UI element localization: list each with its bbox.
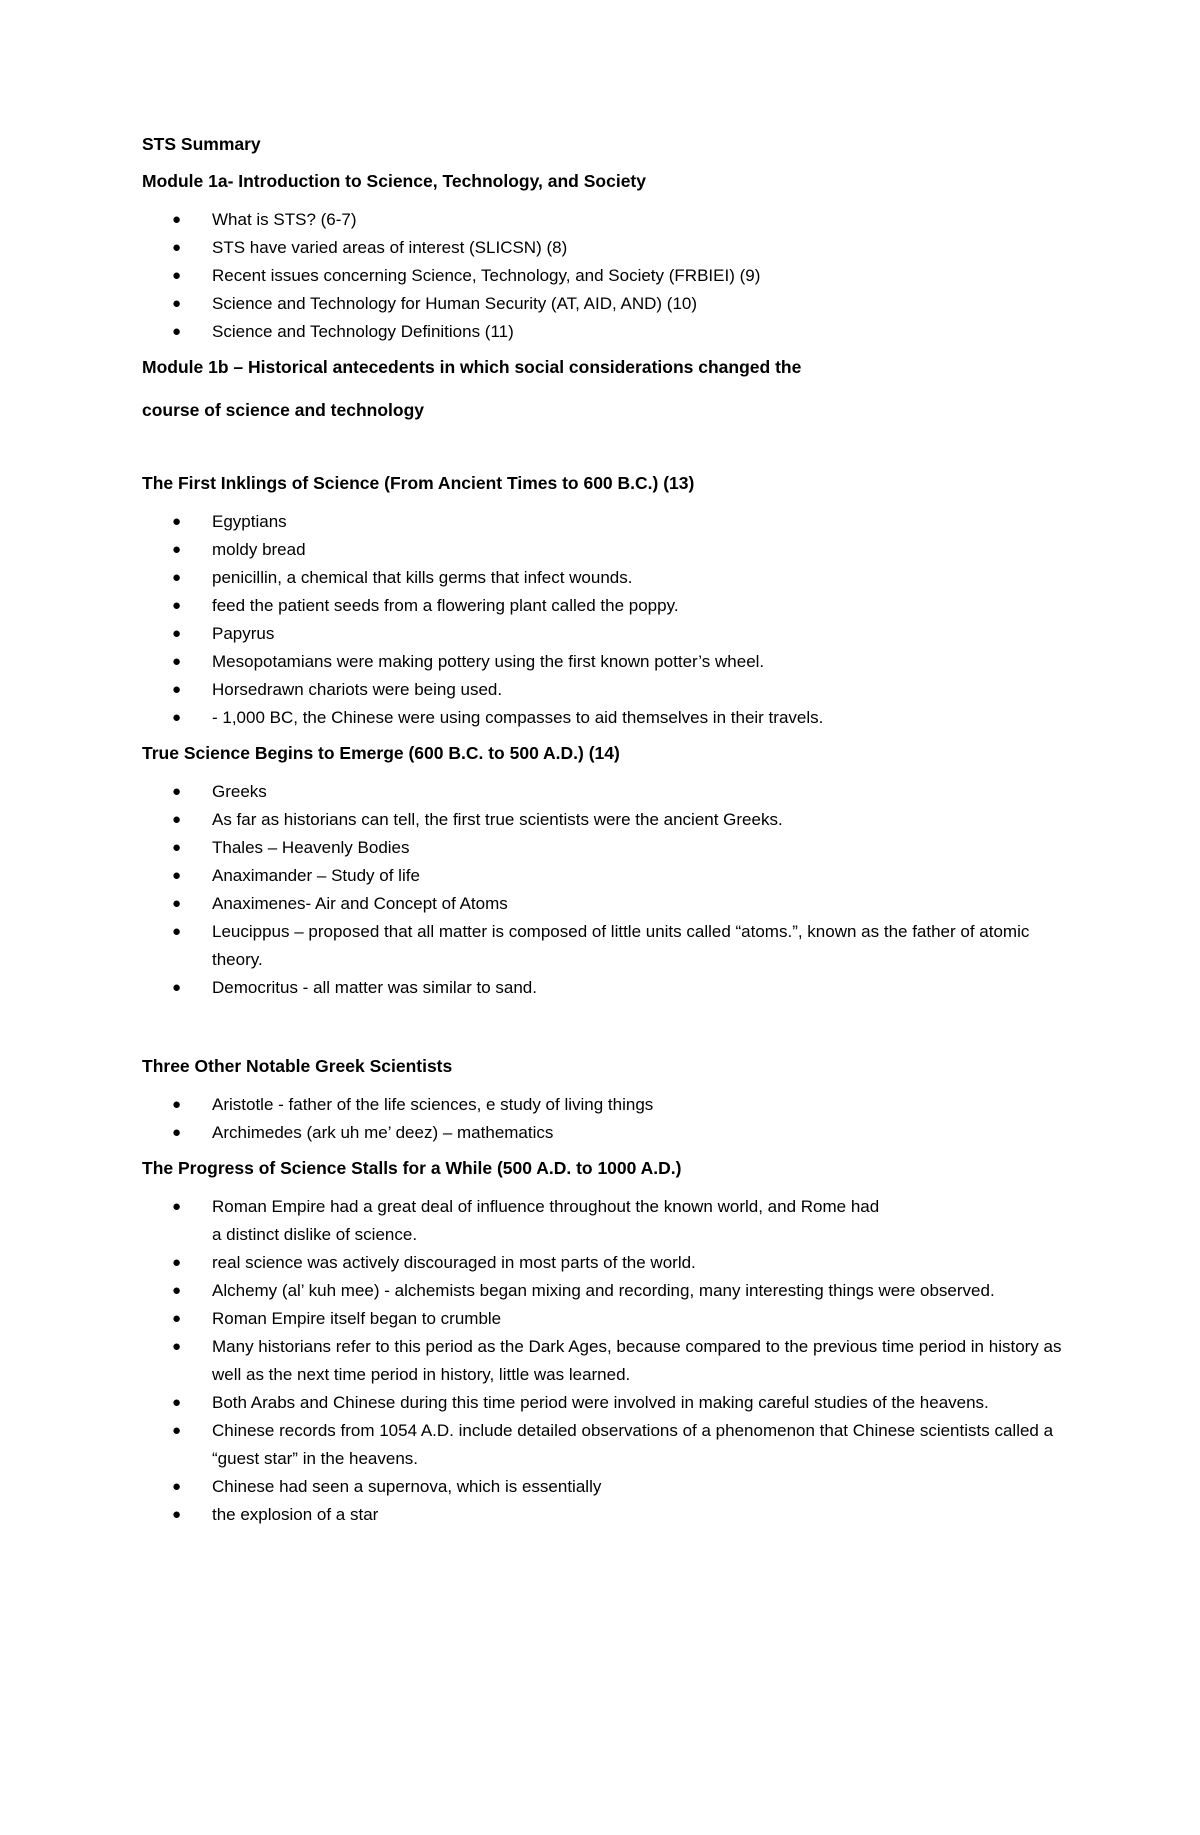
bullet-icon: ●: [172, 569, 182, 586]
list-item: ● Democritus - all matter was similar to sand.: [142, 974, 1072, 1002]
list-item: ● Aristotle - father of the life sciences, e study of living things: [142, 1091, 1072, 1119]
bullet-icon: ●: [172, 1478, 182, 1495]
module-1b-heading-line1: Module 1b – Historical antecedents in which social considerations changed the: [142, 357, 802, 377]
module-1b-heading-line2: course of science and technology: [142, 400, 425, 420]
list-item: ● Roman Empire itself began to crumble: [142, 1305, 1072, 1333]
bullet-icon: ●: [172, 1124, 182, 1141]
list-item: ● Leucippus – proposed that all matter is composed of little units called “atoms.”, known as the father of atomic theory.: [142, 918, 1072, 974]
first-inklings-heading: The First Inklings of Science (From Ancient Times to 600 B.C.) (13): [142, 473, 695, 493]
bullet-icon: ●: [172, 267, 182, 284]
list-item: ● the explosion of a star: [142, 1501, 1072, 1529]
list-item: ● Mesopotamians were making pottery using the first known potter’s wheel.: [142, 648, 1072, 676]
list-item: ● Science and Technology for Human Security (AT, AID, AND) (10): [142, 290, 1072, 318]
greek-scientists-list: [142, 1091, 1072, 1147]
list-item: ● Anaximander – Study of life: [142, 862, 1072, 890]
bullet-icon: ●: [172, 811, 182, 828]
true-science-list: [142, 778, 1072, 1002]
bullet-icon: ●: [172, 1394, 182, 1411]
list-item: ● What is STS? (6-7): [142, 206, 1072, 234]
bullet-icon: ●: [172, 1338, 182, 1355]
bullet-icon: ●: [172, 895, 182, 912]
module-1a-list: [142, 206, 1072, 346]
bullet-icon: ●: [172, 1310, 182, 1327]
bullet-icon: ●: [172, 839, 182, 856]
bullet-icon: ●: [172, 1254, 182, 1271]
bullet-icon: ●: [172, 323, 182, 340]
list-item: ● Both Arabs and Chinese during this time period were involved in making careful studies of the heavens.: [142, 1389, 992, 1417]
bullet-icon: ●: [172, 867, 182, 884]
list-item: ● Archimedes (ark uh me’ deez) – mathematics: [142, 1119, 1072, 1147]
bullet-icon: ●: [172, 625, 182, 642]
true-science-heading: True Science Begins to Emerge (600 B.C. to 500 A.D.) (14): [142, 743, 620, 763]
bullet-icon: ●: [172, 541, 182, 558]
bullet-icon: ●: [172, 295, 182, 312]
science-stalls-heading: The Progress of Science Stalls for a While (500 A.D. to 1000 A.D.): [142, 1158, 682, 1178]
list-item: ● Roman Empire had a great deal of influence throughout the known world, and Rome had a distinct dislike of science.: [142, 1193, 892, 1249]
bullet-icon: ●: [172, 513, 182, 530]
list-item: ● Chinese had seen a supernova, which is essentially: [142, 1473, 1072, 1501]
list-item: ● Horsedrawn chariots were being used.: [142, 676, 1072, 704]
bullet-icon: ●: [172, 239, 182, 256]
list-item: ● real science was actively discouraged in most parts of the world.: [142, 1249, 1072, 1277]
list-item: ● Papyrus: [142, 620, 1072, 648]
list-item: ● moldy bread: [142, 536, 1072, 564]
bullet-icon: ●: [172, 783, 182, 800]
bullet-icon: ●: [172, 1282, 182, 1299]
list-item: ● As far as historians can tell, the first true scientists were the ancient Greeks.: [142, 806, 1072, 834]
bullet-icon: ●: [172, 709, 182, 726]
module-1a-heading: Module 1a- Introduction to Science, Technology, and Society: [142, 171, 646, 191]
list-item: ● - 1,000 BC, the Chinese were using compasses to aid themselves in their travels.: [142, 704, 1072, 732]
list-item: ● Many historians refer to this period as the Dark Ages, because compared to the previous time period in history as well as the next time period in history, little was learned.: [142, 1333, 1072, 1389]
list-item: ● Recent issues concerning Science, Technology, and Society (FRBIEI) (9): [142, 262, 1072, 290]
bullet-icon: ●: [172, 923, 182, 940]
document-title: STS Summary: [142, 134, 261, 154]
bullet-icon: ●: [172, 1506, 182, 1523]
science-stalls-list: [142, 1193, 1072, 1529]
bullet-icon: ●: [172, 597, 182, 614]
greek-scientists-heading: Three Other Notable Greek Scientists: [142, 1056, 453, 1076]
first-inklings-list: [142, 508, 1072, 732]
bullet-icon: ●: [172, 1198, 182, 1215]
list-item: ● Anaximenes- Air and Concept of Atoms: [142, 890, 1072, 918]
list-item: ● Chinese records from 1054 A.D. include detailed observations of a phenomenon that Chinese scientists called a “guest star” in the heavens.: [142, 1417, 1072, 1473]
list-item: ● Science and Technology Definitions (11): [142, 318, 1072, 346]
bullet-icon: ●: [172, 211, 182, 228]
list-item: ● penicillin, a chemical that kills germs that infect wounds.: [142, 564, 1072, 592]
list-item: ● Greeks: [142, 778, 1072, 806]
bullet-icon: ●: [172, 681, 182, 698]
bullet-icon: ●: [172, 1422, 182, 1439]
list-item: ● Egyptians: [142, 508, 1072, 536]
list-item: ● feed the patient seeds from a flowering plant called the poppy.: [142, 592, 1072, 620]
bullet-icon: ●: [172, 653, 182, 670]
bullet-icon: ●: [172, 1096, 182, 1113]
document-page: [142, 134, 1072, 1529]
bullet-icon: ●: [172, 979, 182, 996]
list-item: ● Alchemy (al’ kuh mee) - alchemists began mixing and recording, many interesting things were observed.: [142, 1277, 1072, 1305]
list-item: ● Thales – Heavenly Bodies: [142, 834, 1072, 862]
list-item: ● STS have varied areas of interest (SLICSN) (8): [142, 234, 1072, 262]
